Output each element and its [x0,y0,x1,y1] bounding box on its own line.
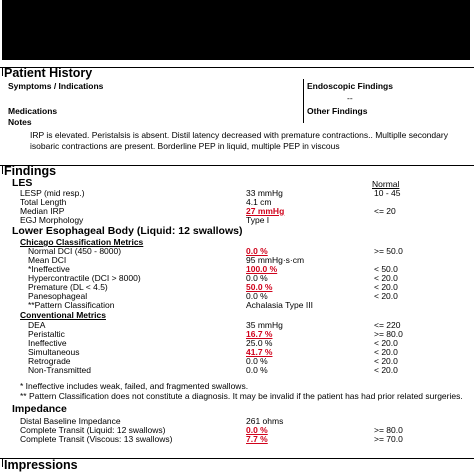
chicago-row-label: *Ineffective [28,264,70,274]
chicago-row-value: 0.0 % [246,273,268,283]
impedance-row-label: Complete Transit (Liquid: 12 swallows) [20,425,166,435]
les-row-value: Type I [246,215,270,225]
conventional-row-normal: < 20.0 [374,356,398,366]
chicago-metrics-title: Chicago Classification Metrics [20,237,144,247]
column-divider [303,79,304,123]
impedance-row-normal: >= 80.0 [374,425,403,435]
les-row-label: LESP (mid resp.) [20,188,85,198]
chicago-row-label: Normal DCI (450 - 8000) [28,246,122,256]
section-marker [2,165,3,174]
chicago-row-label: Hypercontractile (DCI > 8000) [28,273,141,283]
chicago-row-value-abnormal: 100.0 % [246,264,278,274]
notes-label: Notes [8,117,32,127]
conventional-row-value-abnormal: 16.7 % [246,329,273,339]
impressions-title: Impressions [4,458,78,472]
les-row-value: 33 mmHg [246,188,283,198]
impedance-row-value-abnormal: 7.7 % [246,434,268,444]
chicago-row-normal: < 20.0 [374,291,398,301]
chicago-row-label: Panesophageal [28,291,88,301]
medications-label: Medications [8,106,58,116]
conventional-row-label: Ineffective [28,338,67,348]
conventional-metrics-title: Conventional Metrics [20,310,106,320]
impedance-row-label: Complete Transit (Viscous: 13 swallows) [20,434,173,444]
section-divider [0,165,474,166]
chicago-row-label: Premature (DL < 4.5) [28,282,108,292]
impedance-row-label: Distal Baseline Impedance [20,416,121,426]
les-row-value-abnormal: 27 mmHg [246,206,285,216]
section-marker [2,458,3,467]
chicago-row-normal: < 20.0 [374,282,398,292]
conventional-row-normal: <= 220 [374,320,401,330]
conventional-row-normal: >= 80.0 [374,329,403,339]
normal-column-header: Normal [372,179,400,189]
conventional-row-label: Peristaltic [28,329,65,339]
conventional-row-value: 0.0 % [246,356,268,366]
conventional-row-label: Simultaneous [28,347,80,357]
footnote-ineffective: * Ineffective includes weak, failed, and fragmented swallows. [20,381,249,391]
chicago-row-value-abnormal: 0.0 % [246,246,268,256]
endoscopic-findings-value: -- [347,93,353,103]
conventional-row-normal: < 20.0 [374,338,398,348]
impedance-row-value: 261 ohms [246,416,284,426]
chicago-row-label: Mean DCI [28,255,67,265]
conventional-row-value: 35 mmHg [246,320,283,330]
conventional-row-label: Retrograde [28,356,71,366]
redacted-header-block [2,0,470,60]
other-findings-label: Other Findings [307,106,368,116]
conventional-row-value: 0.0 % [246,365,268,375]
conventional-row-normal: < 20.0 [374,365,398,375]
les-row-label: Median IRP [20,206,65,216]
leb-title: Lower Esophageal Body (Liquid: 12 swallows) [12,225,243,237]
les-row-label: Total Length [20,197,67,207]
conventional-row-normal: < 20.0 [374,347,398,357]
chicago-row-value: 0.0 % [246,291,268,301]
les-title: LES [12,177,33,189]
section-marker [2,67,3,76]
conventional-row-value-abnormal: 41.7 % [246,347,273,357]
les-row-value: 4.1 cm [246,197,272,207]
chicago-row-normal: >= 50.0 [374,246,403,256]
conventional-row-value: 25.0 % [246,338,273,348]
symptoms-label: Symptoms / Indications [8,81,104,91]
patient-history-title: Patient History [4,66,93,80]
conventional-row-label: Non-Transmitted [28,365,91,375]
les-row-normal: <= 20 [374,206,396,216]
conventional-row-label: DEA [28,320,46,330]
impedance-row-normal: >= 70.0 [374,434,403,444]
findings-title: Findings [4,164,57,178]
chicago-row-value: 95 mmHg·s·cm [246,255,305,265]
les-row-normal: 10 - 45 [374,188,401,198]
footnote-pattern: ** Pattern Classification does not constitute a diagnosis. It may be invalid if the patient has had prior related surgeries. [20,391,463,401]
impedance-row-value-abnormal: 0.0 % [246,425,268,435]
notes-text: IRP is elevated. Peristalsis is absent. Distil latency decreased with premature contractions.. Multiplle secondary isobaric contractions are present. Borderline PEP in liquid, multiple PEP in viscous [30,130,448,151]
chicago-row-value: Achalasia Type III [246,300,313,310]
impedance-title: Impedance [12,403,67,415]
chicago-row-normal: < 20.0 [374,273,398,283]
les-row-label: EGJ Morphology [20,215,84,225]
chicago-row-value-abnormal: 50.0 % [246,282,273,292]
endoscopic-findings-label: Endoscopic Findings [307,81,393,91]
chicago-row-normal: < 50.0 [374,264,398,274]
chicago-row-label: **Pattern Classification [28,300,115,310]
